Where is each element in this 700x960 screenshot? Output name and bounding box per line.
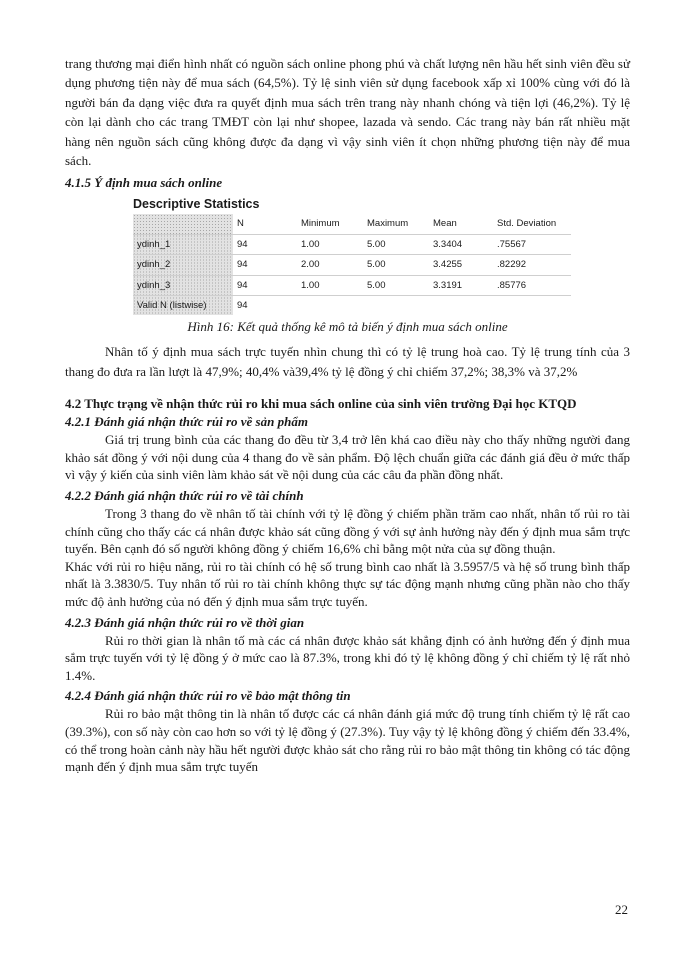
- paragraph-4-2-3: Rủi ro thời gian là nhân tố mà các cá nhân được khảo sát khẳng định có ảnh hưởng đến ý định mua sắm trực tuyến với tỷ lệ đồng ý ở mức cao là 87.3%, trong khi đó tỷ lệ không đồng ý chỉ chiếm tỷ lệ rất nhỏ 1.4%.: [65, 632, 630, 683]
- row-label: ydinh_2: [133, 255, 233, 275]
- paragraph-4-1-5: Nhân tố ý định mua sách trực tuyến nhìn chung thì có tỷ lệ trung hoà cao. Tỷ lệ trung tính của 3 thang đo đưa ra lần lượt là 47,9%; 40,4% và39,4% tỷ lệ đồng ý chỉ chiếm 37,2%; 38,3% và 37,2%: [65, 344, 630, 379]
- paragraph-4-2-1: Giá trị trung bình của các thang đo đều từ 3,4 trở lên khá cao điều này cho thấy những người đang khảo sát đồng ý với nội dung của 4 thang đo về sản phẩm. Độ lệch chuẩn giữa các đánh giá đều ở mức thấp vì vậy ý kiến của sinh viên làm khảo sát về nội dung của các câu đa phần đồng nhất.: [65, 432, 630, 483]
- figure-caption: Hình 16: Kết quả thống kê mô tả biến ý định mua sách online: [187, 319, 508, 335]
- cell-minimum: [297, 296, 363, 316]
- table-row: [133, 275, 571, 295]
- cell-n: 94: [233, 234, 297, 254]
- stats-table: [133, 214, 571, 315]
- cell-std-deviation: .75567: [493, 234, 571, 254]
- cell-mean: [429, 296, 493, 316]
- heading-4-2-4: 4.2.4 Đánh giá nhận thức rủi ro về bảo mật thông tin: [65, 688, 351, 704]
- table-row: [133, 296, 571, 316]
- cell-std-deviation: .85776: [493, 275, 571, 295]
- cell-mean: 3.4255: [429, 255, 493, 275]
- document-page: [65, 54, 630, 776]
- row-label: ydinh_1: [133, 234, 233, 254]
- cell-maximum: [363, 296, 429, 316]
- cell-minimum: 2.00: [297, 255, 363, 275]
- cell-n: 94: [233, 255, 297, 275]
- cell-minimum: 1.00: [297, 234, 363, 254]
- paragraph-4-2-2b: Khác với rủi ro hiệu năng, rủi ro tài chính có hệ số trung bình cao nhất là 3.5957/5 và hệ số trung bình thấp nhất là 3.3830/5. Tuy nhân tố rủi ro tài chính không thực sự tác động mạnh nhưng cũng phần nào cho thấy mức độ ảnh hưởng của nó đến ý định mua sắm trực tuyến.: [65, 558, 630, 610]
- heading-4-1-5: 4.1.5 Ý định mua sách online: [65, 175, 223, 191]
- table-row: [133, 255, 571, 275]
- cell-maximum: 5.00: [363, 255, 429, 275]
- paragraph-4-2-2a: Trong 3 thang đo về nhân tố tài chính với tỷ lệ đồng ý chiếm phần trăm cao nhất, nhân tố rủi ro tài chính cũng cho thấy các cá nhân được khảo sát cũng đồng ý với sự ảnh hưởng này đến ý định mua sắm trực tuyến. Bên cạnh đó số người không đồng ý chiếm 16,6% chỉ bằng một nửa của sự đồng thuận.: [65, 506, 630, 557]
- paragraph-4-2-4: Rủi ro bảo mật thông tin là nhân tố được các cá nhân đánh giá mức độ trung tính chiếm tỷ lệ rất cao (39.3%), con số này còn cao hơn so với tỷ lệ đồng ý (27.3%). Tuy vậy tỷ lệ không đồng ý chiếm đến 33.4%, có thể trong hoàn cảnh này hầu hết người được khảo sát cho rằng rủi ro bảo mật thông tin không có tác động mạnh đến ý định mua sắm trực tuyến: [65, 706, 630, 775]
- header-cell-std-deviation: Std. Deviation: [493, 214, 571, 234]
- heading-4-2-1: 4.2.1 Đánh giá nhận thức rủi ro về sản phẩm: [65, 414, 308, 430]
- header-cell-mean: Mean: [429, 214, 493, 234]
- heading-4-2: 4.2 Thực trạng về nhận thức rủi ro khi mua sách online của sinh viên trường Đại học KTQD: [65, 396, 577, 412]
- cell-mean: 3.3191: [429, 275, 493, 295]
- cell-minimum: 1.00: [297, 275, 363, 295]
- row-label: ydinh_3: [133, 275, 233, 295]
- cell-n: 94: [233, 275, 297, 295]
- page-number: 22: [615, 902, 628, 917]
- cell-maximum: 5.00: [363, 275, 429, 295]
- row-label: Valid N (listwise): [133, 296, 233, 316]
- cell-std-deviation: [493, 296, 571, 316]
- header-cell-maximum: Maximum: [363, 214, 429, 234]
- header-cell-n: N: [233, 214, 297, 234]
- table-row: [133, 234, 571, 254]
- descriptive-statistics: [133, 196, 630, 315]
- cell-std-deviation: .82292: [493, 255, 571, 275]
- stats-title: Descriptive Statistics: [133, 197, 260, 212]
- cell-n: 94: [237, 300, 248, 312]
- heading-4-2-2: 4.2.2 Đánh giá nhận thức rủi ro về tài chính: [65, 488, 304, 504]
- header-cell-blank: [133, 214, 233, 234]
- cell-maximum: 5.00: [363, 234, 429, 254]
- intro-paragraph: trang thương mại điển hình nhất có nguồn sách online phong phú và chất lượng nên hầu hết sinh viên đều sử dụng phương tiện này để mua sách (64,5%). Tỷ lệ sinh viên sử dụng facebook xấp xỉ 100% cùng với đó là người bán đa dạng việc đưa ra quyết định mua sách trên trang này nhanh chóng và tiện lợi (46,2%). Tỷ lệ còn lại dành cho các trang TMĐT còn lại như shopee, lazada và sendo. Các trang này bán rất nhiều mặt hàng nên nguồn sách cũng không được đa dạng vì vậy sinh viên ít chọn những phương tiện này để mua sách.: [65, 56, 630, 169]
- heading-4-2-3: 4.2.3 Đánh giá nhận thức rủi ro về thời gian: [65, 614, 305, 630]
- cell-mean: 3.3404: [429, 234, 493, 254]
- header-cell-minimum: Minimum: [297, 214, 363, 234]
- stats-header-row: [133, 214, 571, 234]
